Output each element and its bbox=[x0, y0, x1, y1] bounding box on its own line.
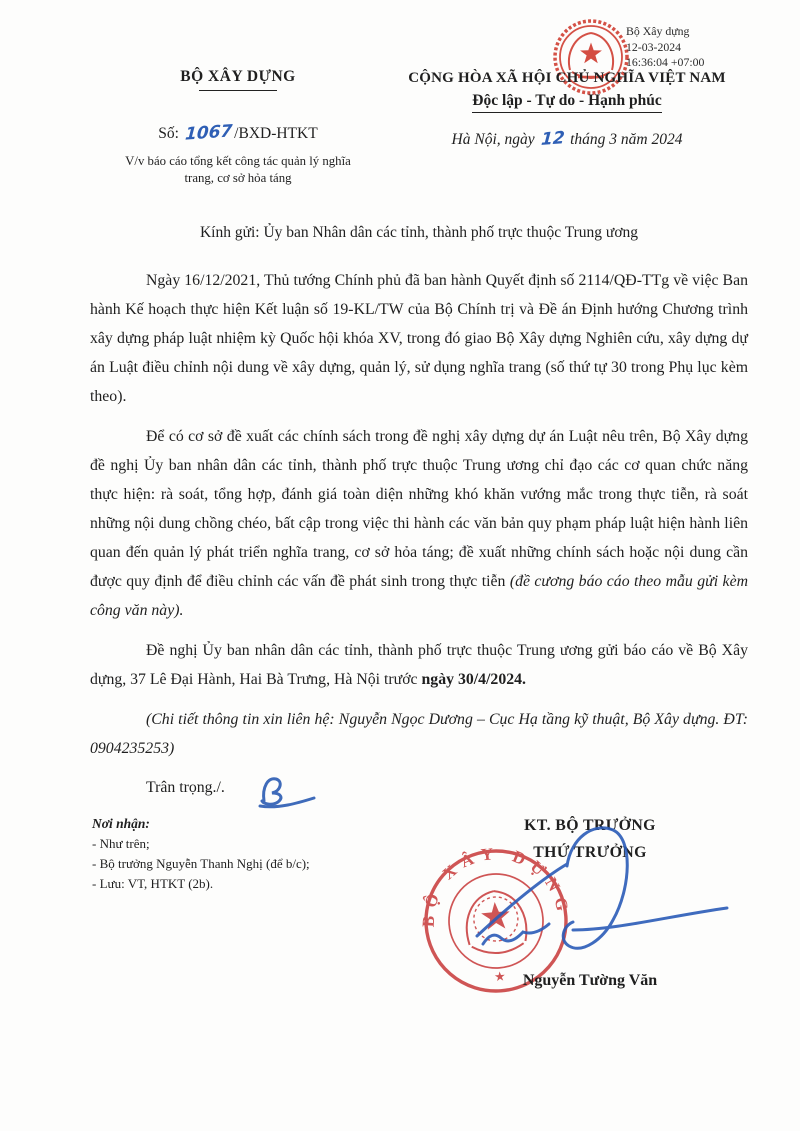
national-motto: Độc lập - Tự do - Hạnh phúc bbox=[472, 92, 661, 113]
digital-signature-info bbox=[626, 24, 786, 71]
subject-line-1: V/v báo cáo tổng kết công tác quản lý nghĩa bbox=[125, 154, 351, 168]
issuer-underline bbox=[199, 90, 277, 91]
digital-signature-time: 16:36:04 +07:00 bbox=[626, 55, 705, 69]
document-number bbox=[88, 121, 388, 145]
national-title: CỘNG HÒA XÃ HỘI CHỦ NGHĨA VIỆT NAM bbox=[408, 70, 726, 86]
handwritten-paraph-icon bbox=[250, 773, 320, 813]
signer-name: Nguyễn Tường Văn bbox=[522, 972, 658, 989]
subject-line-2: trang, cơ sở hỏa táng bbox=[184, 171, 292, 185]
document-number-handwritten: 1067 bbox=[184, 121, 233, 145]
recipient-line: Kính gửi: Ủy ban Nhân dân các tỉnh, thành phố trực thuộc Trung ương bbox=[199, 224, 639, 241]
recipients-footnote-item: - Như trên; bbox=[92, 836, 150, 851]
recipients-footnote bbox=[92, 814, 412, 894]
document-number-suffix: /BXD-HTKT bbox=[234, 125, 318, 142]
national-header-block bbox=[378, 70, 756, 149]
issuer-block bbox=[88, 68, 388, 187]
signer-title-1: KT. BỘ TRƯỞNG bbox=[524, 817, 656, 834]
signer-title-2: THỨ TRƯỞNG bbox=[533, 844, 647, 861]
closing-text: Trân trọng./. bbox=[146, 779, 225, 796]
recipients-footnote-item: - Lưu: VT, HTKT (2b). bbox=[92, 876, 214, 891]
digital-signature-org: Bộ Xây dựng bbox=[626, 24, 690, 38]
paragraph-2-italic-note: (đề cương báo cáo theo mẫu gửi kèm công văn này). bbox=[90, 573, 748, 619]
paragraph-3 bbox=[90, 636, 748, 694]
date-suffix: tháng 3 năm 2024 bbox=[570, 131, 683, 148]
paragraph-3-deadline: ngày 30/4/2024. bbox=[421, 671, 526, 688]
paragraph-2-main: Để có cơ sở đề xuất các chính sách trong đề nghị xây dựng dự án Luật nêu trên, Bộ Xây dựng đề nghị Ủy ban nhân dân các tỉnh, thành phố trực thuộc Trung ương chỉ đạo các cơ quan chức năng thực hiện: rà soát, tổng hợp, đánh giá toàn diện những khó khăn vướng mắc trong thực tiễn, rà soát những nội dung chồng chéo, bất cập trong việc thi hành các văn bản quy phạm pháp luật hiện hành liên quan đến quản lý phát triển nghĩa trang, cơ sở hỏa táng; đề xuất những chính sách hoặc nội dung cần được quy định để điều chỉnh các vấn đề phát sinh trong thực tiễn bbox=[90, 428, 748, 590]
contact-note: (Chi tiết thông tin xin liên hệ: Nguyễn Ngọc Dương – Cục Hạ tầng kỹ thuật, Bộ Xây dựng. ĐT: 0904235253) bbox=[90, 711, 748, 757]
date-prefix: Hà Nội, ngày bbox=[451, 131, 535, 148]
date-day-handwritten: 12 bbox=[539, 128, 565, 150]
paragraph-1: Ngày 16/12/2021, Thủ tướng Chính phủ đã ban hành Quyết định số 2114/QĐ-TTg về việc Ban hành Kế hoạch thực hiện Kết luận số 19-KL/TW của Bộ Chính trị và Đề án Định hướng Chương trình xây dựng pháp luật nhiệm kỳ Quốc hội khóa XV, trong đó giao Bộ Xây dựng Nghiên cứu, xây dựng dự án Luật điều chỉnh nội dung về xây dựng, quản lý, sử dụng nghĩa trang (số thứ tự 30 trong Phụ lục kèm theo). bbox=[90, 272, 748, 405]
paragraph-2 bbox=[90, 422, 748, 625]
recipients-footnote-title: Nơi nhận: bbox=[92, 816, 150, 831]
paragraph-3-main: Đề nghị Ủy ban nhân dân các tỉnh, thành phố trực thuộc Trung ương gửi báo cáo về Bộ Xây dựng, 37 Lê Đại Hành, Hai Bà Trưng, Hà Nội trước bbox=[90, 642, 748, 688]
digital-signature-date: 12-03-2024 bbox=[626, 39, 682, 54]
seal-bottom-star: ★ bbox=[493, 968, 507, 985]
subject-line bbox=[88, 153, 388, 187]
letter-body bbox=[90, 224, 748, 813]
recipients-footnote-item: - Bộ trưởng Nguyễn Thanh Nghị (để b/c); bbox=[92, 856, 310, 871]
closing-line bbox=[90, 779, 748, 813]
document-number-label: Số: bbox=[158, 125, 179, 142]
handwritten-signature-icon bbox=[455, 818, 740, 978]
place-date-line bbox=[378, 128, 756, 150]
issuer-name: BỘ XÂY DỰNG bbox=[180, 68, 296, 85]
seal-arc-text: BỘ XÂY DỰNG bbox=[418, 843, 574, 928]
